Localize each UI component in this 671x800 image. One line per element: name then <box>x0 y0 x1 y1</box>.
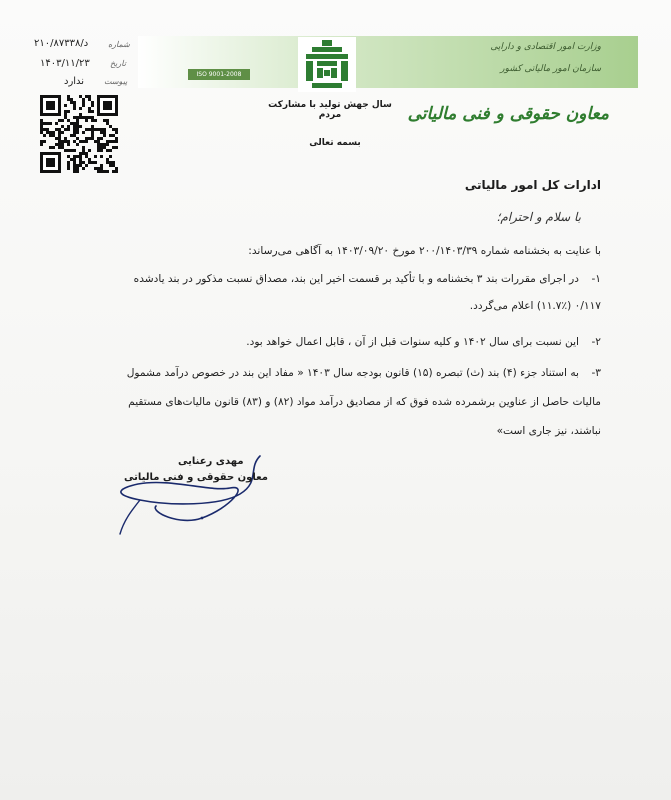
date-label: تاریخ <box>110 59 126 68</box>
organization-name: سازمان امور مالیاتی کشور <box>500 64 601 74</box>
iso-badge: ISO 9001-2008 <box>188 69 250 80</box>
signatory-name: مهدی رعنایی <box>178 456 244 467</box>
attachment-label: پیوست <box>104 77 128 86</box>
tax-organization-emblem-icon <box>298 37 356 92</box>
number-label: شماره <box>108 40 130 49</box>
item-1-line-2: ۰/۱۱۷ (۱۱.۷٪) اعلام می‌گردد. <box>469 300 601 312</box>
item-1-continuation <box>31 297 601 315</box>
attachment-value: ندارد <box>64 76 85 87</box>
item-3-line-2: مالیات حاصل از عناوین برشمرده شده فوق که از مصادیق درآمد مواد (۸۲) و (۸۳) قانون مالیات‌های مستقیم <box>128 396 601 408</box>
intro-paragraph: با عنایت به بخشنامه شماره ۲۰۰/۱۴۰۳/۳۹ مورخ ۱۴۰۳/۰۹/۲۰ به آگاهی می‌رساند: <box>248 245 601 257</box>
signatory-title: معاون حقوقی و فنی مالیاتی <box>124 472 268 483</box>
letter-number: ۲۱۰/۸۷۳۳۸/د <box>34 38 89 49</box>
item-3 <box>31 364 601 382</box>
item-3-line-1: به استناد جزء (۴) بند (ث) تبصره (۱۵) قانون بودجه سال ۱۴۰۳ « مفاد این بند در خصوص درآمد مشمول <box>126 367 579 379</box>
item-1-line-1: در اجرای مقررات بند ۳ بخشنامه و با تأکید بر قسمت اخیر این بند، مصداق نسبت مذکور در بند یادشده <box>133 273 579 285</box>
item-3-line-3: نباشند، نیز جاری است» <box>496 425 601 437</box>
letter-date: ۱۴۰۳/۱۱/۲۳ <box>40 58 90 69</box>
qr-code-icon <box>40 95 118 173</box>
item-3-continuation-2 <box>31 422 601 440</box>
addressee: ادارات کل امور مالیاتی <box>464 178 601 192</box>
item-1 <box>31 270 601 288</box>
item-1-number: ۱- <box>591 273 601 285</box>
item-2 <box>31 333 601 351</box>
item-2-text: این نسبت برای سال ۱۴۰۲ و کلیه سنوات قبل از آن ، قابل اعمال خواهد بود. <box>246 336 579 348</box>
item-3-continuation-1 <box>31 393 601 411</box>
basmala: بسمه تعالی <box>309 138 361 148</box>
year-slogan: سال جهش تولید با مشارکت مردم <box>268 100 392 120</box>
ministry-name: وزارت امور اقتصادی و دارایی <box>490 42 601 52</box>
deputy-title: معاون حقوقی و فنی مالیاتی <box>407 104 609 124</box>
greeting: با سلام و احترام؛ <box>496 210 581 224</box>
item-2-number: ۲- <box>591 336 601 348</box>
item-3-number: ۳- <box>591 367 601 379</box>
